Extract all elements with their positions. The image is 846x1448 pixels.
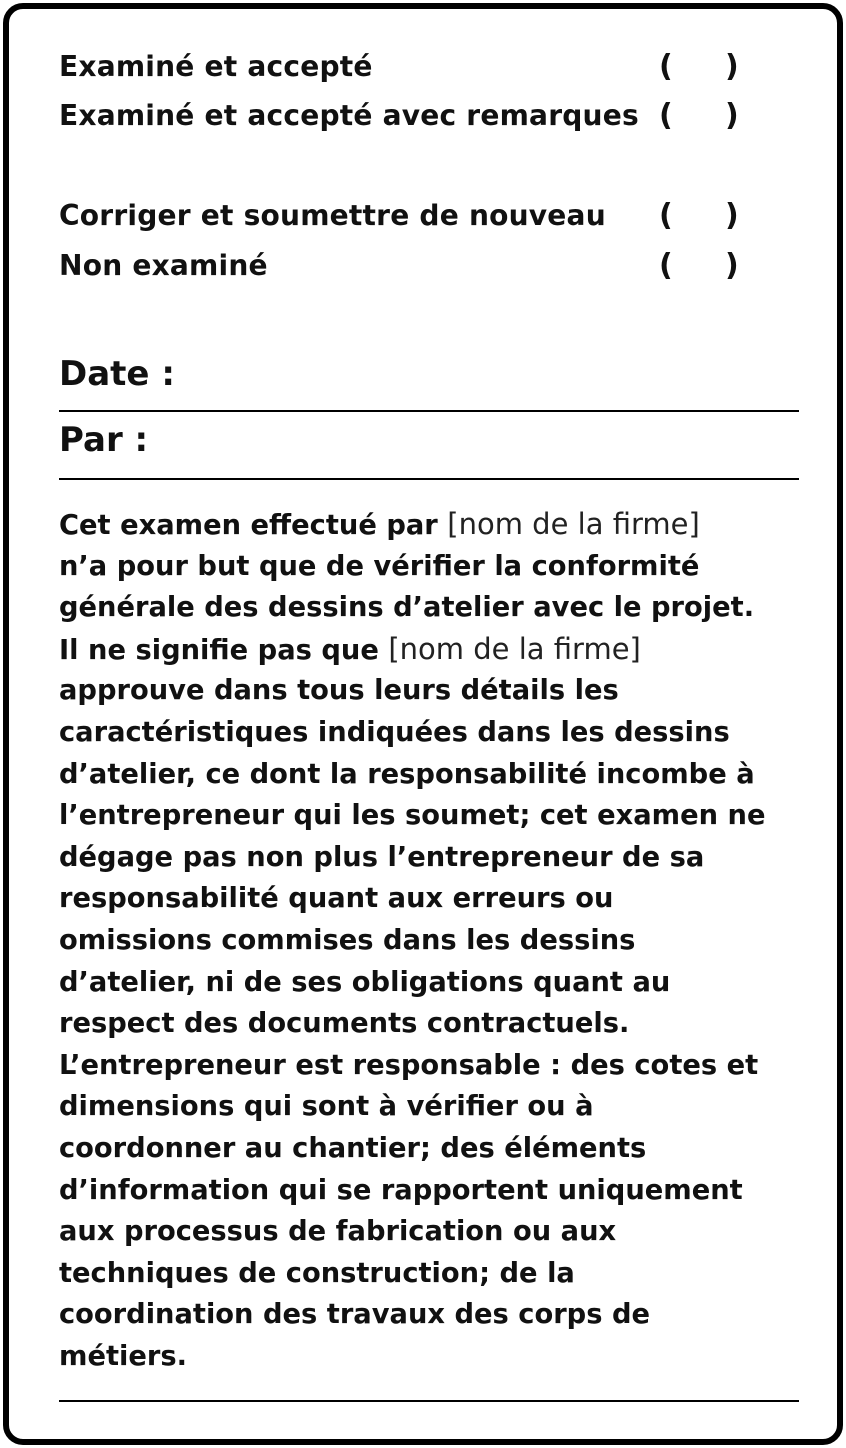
option-label: Non examiné: [59, 249, 268, 282]
disclaimer-line: d’information qui se rapportent uniquement: [59, 1174, 743, 1206]
disclaimer-text: [59, 504, 799, 1377]
checkbox-open-paren: (: [659, 198, 673, 233]
disclaimer-line: d’atelier, ni de ses obligations quant au: [59, 966, 671, 998]
option-label: Corriger et soumettre de nouveau: [59, 199, 606, 232]
disclaimer-line: caractéristiques indiquées dans les dessins: [59, 716, 730, 748]
checkbox-close-paren: ): [725, 49, 739, 84]
disclaimer-line: dimensions qui sont à vérifier ou à: [59, 1091, 594, 1123]
option-correct-and-resubmit: [59, 198, 799, 234]
disclaimer-line: dégage pas non plus l’entrepreneur de sa: [59, 841, 705, 873]
disclaimer-line: n’a pour but que de vérifier la conformité: [59, 550, 700, 582]
checkbox-close-paren: ): [725, 248, 739, 283]
disclaimer-line: techniques de construction; de la: [59, 1257, 575, 1289]
bottom-rule: [59, 1400, 799, 1402]
option-reviewed-accepted-with-remarks: [59, 98, 799, 134]
option-not-reviewed: [59, 248, 799, 284]
option-checkbox[interactable]: [659, 248, 739, 284]
disclaimer-line: Cet examen effectué par [nom de la firme]: [59, 507, 700, 541]
by-signature-line[interactable]: [59, 478, 799, 480]
disclaimer-line: approuve dans tous leurs détails les: [59, 675, 619, 707]
checkbox-close-paren: ): [725, 198, 739, 233]
option-checkbox[interactable]: [659, 198, 739, 234]
option-checkbox[interactable]: [659, 49, 739, 85]
disclaimer-line: respect des documents contractuels.: [59, 1008, 630, 1040]
checkbox-open-paren: (: [659, 98, 673, 133]
option-label: Examiné et accepté avec remarques: [59, 99, 639, 132]
disclaimer-line: d’atelier, ce dont la responsabilité incombe à: [59, 758, 755, 790]
disclaimer-line: aux processus de fabrication ou aux: [59, 1216, 617, 1248]
disclaimer-line: Il ne signifie pas que [nom de la firme]: [59, 631, 641, 666]
disclaimer-line: l’entrepreneur qui les soumet; cet examen ne: [59, 800, 766, 832]
option-reviewed-accepted: [59, 49, 799, 85]
disclaimer-line: omissions commises dans les dessins: [59, 924, 636, 956]
date-signature-line[interactable]: [59, 410, 799, 412]
checkbox-close-paren: ): [725, 98, 739, 133]
by-field-label: Par :: [59, 420, 149, 460]
firm-name-placeholder: [nom de la firme]: [447, 507, 700, 541]
disclaimer-line: responsabilité quant aux erreurs ou: [59, 883, 614, 915]
checkbox-open-paren: (: [659, 49, 673, 84]
disclaimer-line: coordonner au chantier; des éléments: [59, 1132, 647, 1164]
firm-name-placeholder: [nom de la firme]: [388, 631, 641, 666]
checkbox-open-paren: (: [659, 248, 673, 283]
option-checkbox[interactable]: [659, 98, 739, 134]
disclaimer-line: métiers.: [59, 1340, 187, 1372]
disclaimer-line: coordination des travaux des corps de: [59, 1299, 651, 1331]
disclaimer-line: L’entrepreneur est responsable : des cotes et: [59, 1049, 759, 1081]
date-field-label: Date :: [59, 354, 175, 394]
option-label: Examiné et accepté: [59, 50, 373, 83]
disclaimer-line: générale des dessins d’atelier avec le projet.: [59, 592, 755, 624]
